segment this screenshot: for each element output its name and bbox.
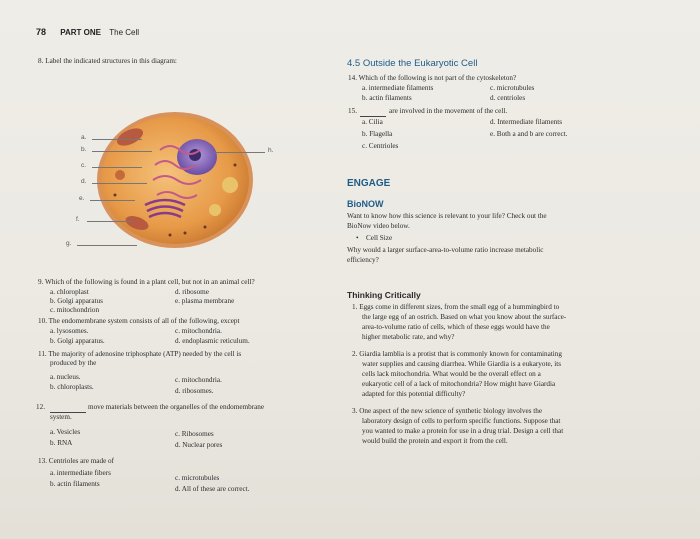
page-number: 78: [36, 27, 47, 37]
part-label: PART ONE: [60, 28, 101, 37]
q12-stem: move materials between the organelles of the endomembrane: [88, 403, 265, 411]
q15-option-e: e. Both a and b are correct.: [490, 130, 568, 138]
leader-line-c: [92, 167, 142, 168]
q10-option-a: a. lysosomes.: [50, 327, 89, 335]
leader-line-e: [90, 200, 135, 201]
tc2-line-5: adapted for this potential difficulty?: [362, 390, 466, 398]
q15-option-b: b. Flagella: [362, 130, 393, 138]
q10-stem: 10. The endomembrane system consists of all of the following, except: [38, 317, 240, 325]
tc1-line-2: the large egg of an ostrich. Based on what you know about the surface-: [362, 313, 567, 321]
vesicle: [222, 177, 238, 193]
q11-stem-cont: produced by the: [50, 359, 97, 367]
q11-option-b: b. chloroplasts.: [50, 383, 94, 391]
label-e: e.: [79, 195, 85, 202]
q12-number: 12.: [36, 403, 45, 411]
tc3-line-1: 3. One aspect of the new science of synthetic biology involves the: [352, 407, 543, 415]
label-b: b.: [81, 146, 87, 153]
engage-heading: ENGAGE: [347, 178, 391, 189]
q15-option-c: c. Centrioles: [362, 142, 399, 150]
q10-option-b: b. Golgi apparatus.: [50, 337, 105, 345]
q14-option-a: a. intermediate filaments: [362, 84, 434, 92]
label-d: d.: [81, 178, 87, 185]
leader-line-f: [87, 221, 132, 222]
q14-option-c: c. microtubules: [490, 84, 535, 92]
q9-option-c: c. mitochondrion: [50, 306, 100, 314]
q10-option-c: c. mitochondria.: [175, 327, 222, 335]
leader-line-g: [77, 245, 137, 246]
cellsize-question-1: Why would a larger surface-area-to-volume ratio increase metabolic: [347, 246, 544, 254]
label-c: c.: [81, 162, 87, 169]
q14-stem: 14. Which of the following is not part of the cytoskeleton?: [348, 74, 517, 82]
lysosome: [209, 204, 221, 216]
q15-option-d: d. Intermediate filaments: [490, 118, 563, 126]
label-g: g.: [66, 240, 72, 247]
bullet-icon: •: [356, 234, 359, 242]
tc3-line-4: would build the protein and export it from the cell.: [362, 437, 508, 445]
label-h: h.: [268, 147, 274, 154]
q11-stem: 11. The majority of adenosine triphosphate (ATP) needed by the cell is: [38, 350, 242, 358]
q13-option-d: d. All of these are correct.: [175, 485, 250, 493]
vacuole: [115, 170, 125, 180]
bionow-text-1: Want to know how this science is relevant to your life? Check out the: [347, 212, 547, 220]
tc1-line-3: area-to-volume ratio of cells, which of these eggs would have the: [362, 323, 550, 331]
q12-stem-cont: system.: [50, 413, 72, 421]
thinking-critically-heading: Thinking Critically: [347, 290, 421, 300]
chapter-label: The Cell: [109, 28, 140, 37]
q15-option-a: a. Cilia: [362, 118, 383, 126]
leader-line-a: [92, 139, 142, 140]
q9-option-d: d. ribosome: [175, 288, 209, 296]
label-a: a.: [81, 134, 87, 141]
bionow-heading: BioNOW: [347, 199, 384, 209]
q13-option-b: b. actin filaments: [50, 480, 100, 488]
tc3-line-3: you wanted to make a protein for use in a drug trial. Design a cell that: [362, 427, 564, 435]
tc1-line-1: 1. Eggs come in different sizes, from the small egg of a hummingbird to: [352, 303, 560, 311]
label-f: f.: [76, 216, 80, 223]
q12-option-b: b. RNA: [50, 439, 73, 447]
tc2-line-4: eukaryotic cell of a lack of mitochondria? How might have Giardia: [362, 380, 556, 388]
section-title: 4.5 Outside the Eukaryotic Cell: [347, 58, 478, 69]
q15-blank: [360, 116, 386, 117]
q9-option-a: a. chloroplast: [50, 288, 89, 296]
bionow-text-2: BioNow video below.: [347, 222, 410, 230]
q12-option-d: d. Nuclear pores: [175, 441, 223, 449]
question-8: 8. Label the indicated structures in this diagram:: [38, 57, 177, 65]
q12-option-c: c. Ribosomes: [175, 430, 214, 438]
tc2-line-1: 2. Giardia lamblia is a protist that is commonly known for contaminating: [352, 350, 562, 358]
leader-line-h: [215, 152, 265, 153]
q10-option-d: d. endoplasmic reticulum.: [175, 337, 250, 345]
q15-stem: are involved in the movement of the cell.: [389, 107, 508, 115]
q15-number: 15.: [348, 107, 357, 115]
q13-option-c: c. microtubules: [175, 474, 220, 482]
tc3-line-2: laboratory design of cells to perform specific functions. Suppose that: [362, 417, 561, 425]
tc2-line-2: water supplies and causing diarrhea. While Giardia is a eukaryote, its: [362, 360, 562, 368]
q9-stem: 9. Which of the following is found in a plant cell, but not in an animal cell?: [38, 278, 255, 286]
leader-line-d: [92, 183, 147, 184]
q14-option-d: d. centrioles: [490, 94, 526, 102]
page-header: [36, 27, 139, 37]
q14-option-b: b. actin filaments: [362, 94, 412, 102]
q13-option-a: a. intermediate fibers: [50, 469, 111, 477]
q11-option-c: c. mitochondria.: [175, 376, 222, 384]
q12-option-a: a. Vesicles: [50, 428, 81, 436]
bionow-video-link[interactable]: Cell Size: [366, 234, 393, 242]
q13-stem: 13. Centrioles are made of: [38, 457, 115, 465]
q11-option-a: a. nucleus.: [50, 373, 81, 381]
q11-option-d: d. ribosomes.: [175, 387, 214, 395]
q9-option-e: e. plasma membrane: [175, 297, 235, 305]
tc2-line-3: cells lack mitochondria. What would be the overall effect on a: [362, 370, 541, 378]
cellsize-question-2: efficiency?: [347, 256, 379, 264]
leader-line-b: [92, 151, 152, 152]
q9-option-b: b. Golgi apparatus: [50, 297, 103, 305]
tc1-line-4: higher metabolic rate, and why?: [362, 333, 455, 341]
